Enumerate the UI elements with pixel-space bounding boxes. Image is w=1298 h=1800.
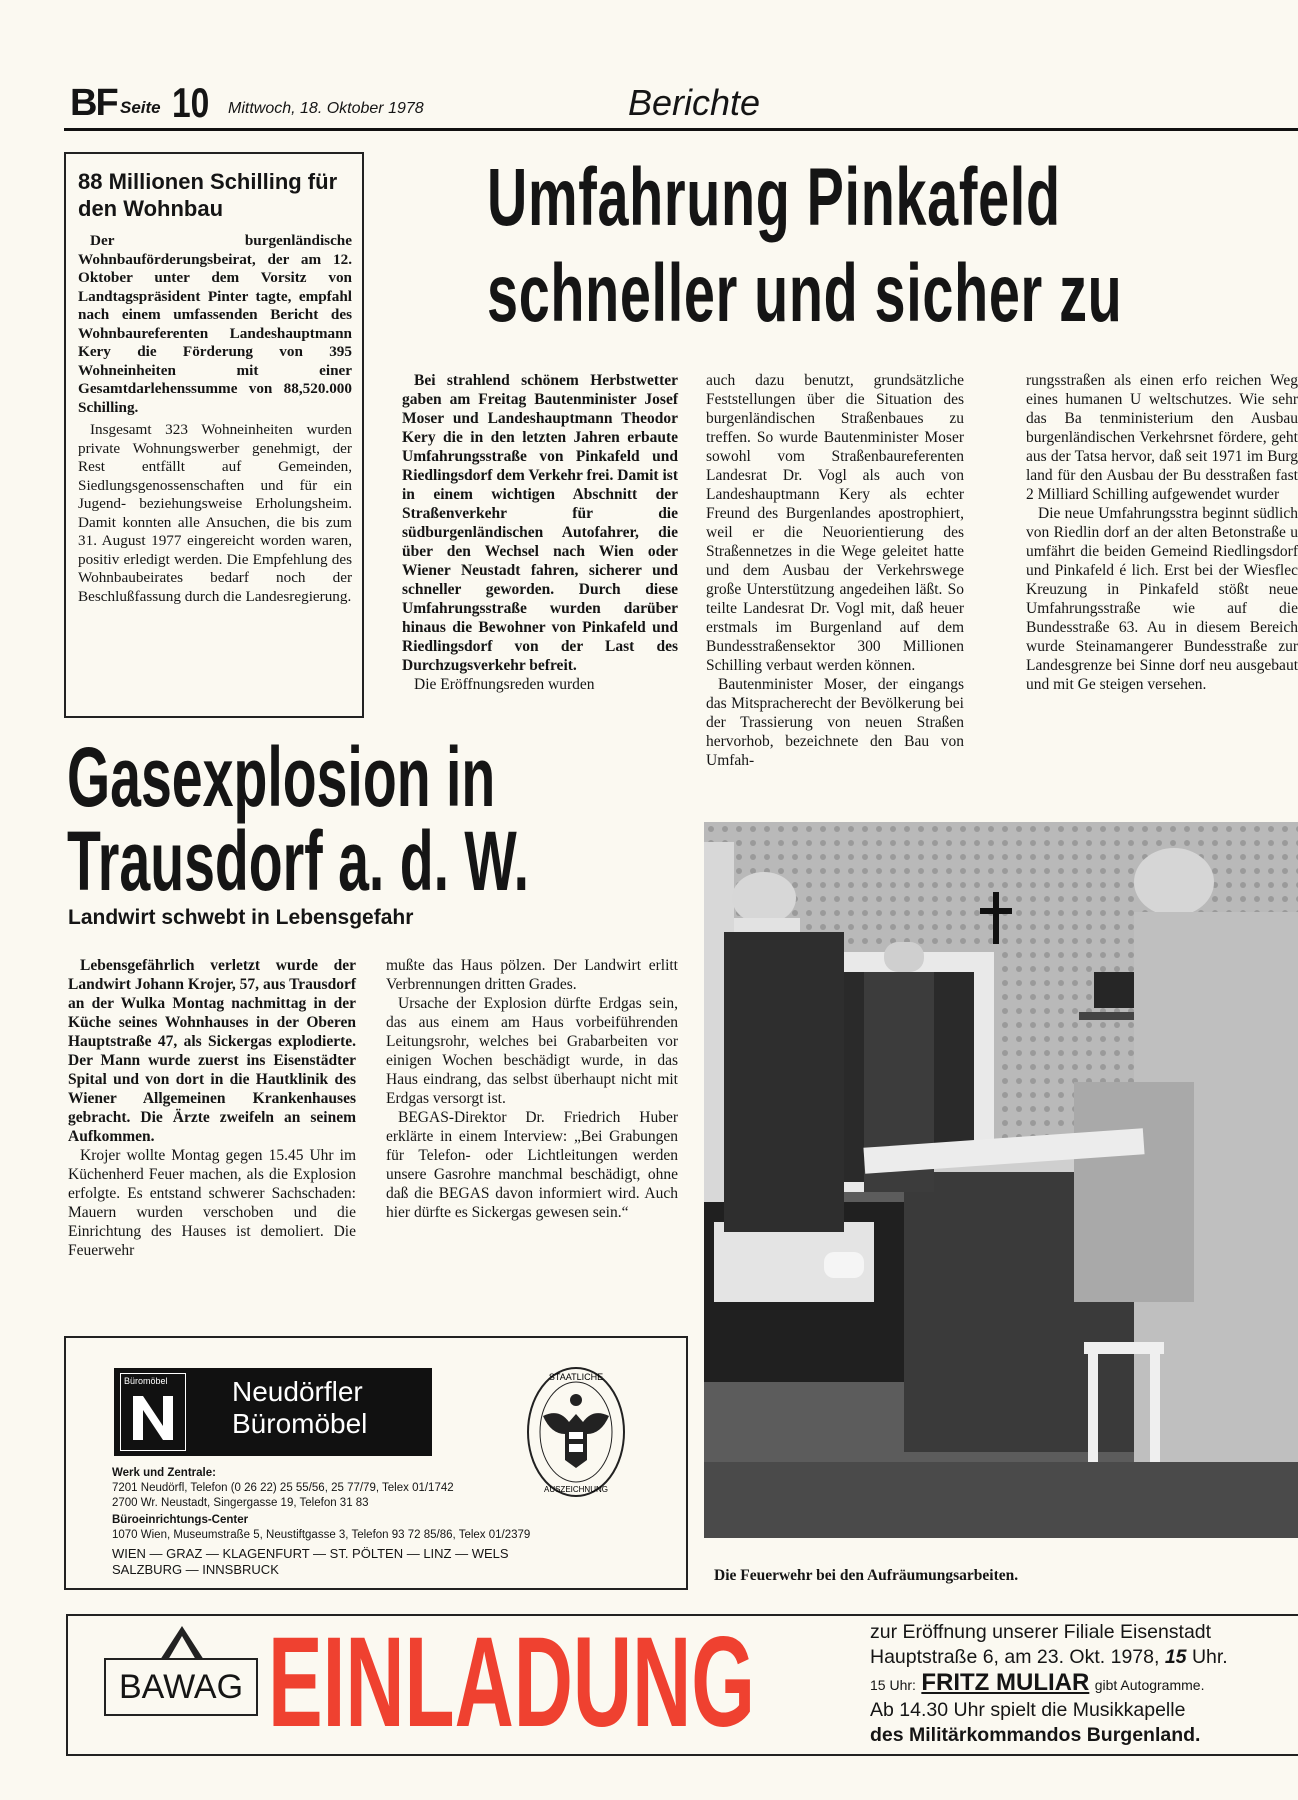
- gas-column-1: [68, 956, 356, 1260]
- company-name-line1: Neudörfler: [232, 1376, 363, 1407]
- einladung-headline: EINLADUNG: [268, 1611, 755, 1754]
- neudoerfler-company-name: [232, 1376, 367, 1440]
- seal-bottom-text: AUSZEICHNUNG: [543, 1485, 609, 1494]
- pinkafeld-column-2: [706, 371, 964, 770]
- gas-col2-paragraph-2: Ursache der Explosion dürfte Erdgas sein, das aus einem am Haus vorbeiführenden Leitungsrohr, welches bei Grabarbeiten vor einigen Wochen beschädigt wurde, in das Haus eindrang, das selbst überhaupt nicht mit Erdgas versorgt ist.: [386, 995, 678, 1107]
- pinkafeld-headline-line1: Umfahrung Pinkafeld: [487, 152, 1061, 243]
- invitation-date: Hauptstraße 6, am 23. Okt. 1978,: [870, 1646, 1160, 1668]
- invitation-line5: des Militärkommandos Burgenland.: [870, 1724, 1201, 1746]
- seal-top-text: STAATLICHE: [548, 1372, 604, 1382]
- address-line: 2700 Wr. Neustadt, Singergasse 19, Telefon 31 83: [112, 1496, 369, 1509]
- wohnbau-lead-paragraph: Der burgenländische Wohnbauförderungsbeirat, der am 12. Oktober unter dem Vorsitz von Landtagspräsident Pinter tagte, empfahl nach einem umfassenden Bericht des Wohnbaureferenten Landeshauptmann Kery die Förderung von 395 Wohneinheiten mit einer Gesamtdarlehenssumme von 88,520.000 Schilling.: [78, 232, 352, 416]
- state-award-seal: [525, 1364, 627, 1500]
- gas-col2-paragraph-3: BEGAS-Direktor Dr. Friedrich Huber erklärte in einem Interview: „Bei Grabungen für Telefon- oder Lichtleitungen werden unsere Gasrohre manchmal beschädigt, ohne daß die BEGAS davon informiert wird. Auch hier dürfte es Sickergas gewesen sein.“: [386, 1109, 678, 1221]
- neudoerfler-cities: [112, 1546, 509, 1578]
- pinkafeld-headline: [487, 150, 1122, 342]
- invitation-line3: [870, 1670, 1228, 1698]
- invitation-time-handwritten: 15: [1164, 1646, 1187, 1668]
- wohnbau-body-paragraph: Insgesamt 323 Wohneinheiten wurden private Wohnungswerber genehmigt, der Rest entfällt auf Gemeinden, Siedlungsgenossenschaften und für ein Jugend- beziehungsweise Erholungsheim. Damit konnten alle Ansuchen, die bis zum 31. August 1977 eingereicht worden waren, positiv erledigt werden. Die Empfehlung des Wohnbaubeirates bedarf noch der Beschlußfassung durch die Landesregierung.: [78, 421, 352, 605]
- gas-col1-paragraph-2: Krojer wollte Montag gegen 15.45 Uhr im Küchenherd Feuer machen, als die Explosion erfolgte. Es entstand schwerer Sachschaden: Mauern wurden verschoben und die Einrichtung des Hauses ist demoliert. Die Feuerwehr: [68, 1147, 356, 1259]
- bawag-logo: BAWAG: [104, 1658, 258, 1716]
- company-name-line2: Büromöbel: [232, 1408, 368, 1439]
- firefighters-photo: [704, 822, 1298, 1538]
- wohnbau-headline: 88 Millionen Schilling für den Wohnbau: [78, 169, 338, 221]
- address-line: 1070 Wien, Museumstraße 5, Neustiftgasse 3, Telefon 93 72 85/86, Telex 01/2379: [112, 1529, 531, 1542]
- gas-lead: Lebensgefährlich verletzt wurde der Landwirt Johann Krojer, 57, aus Trausdorf an der Wulka Montag nachmittag in der Küche seines Wohnhauses in der Oberen Hauptstraße 47, als Sickergas explodierte. Der Mann wurde zuerst ins Eisenstädter Spital und von dort in die Hautklinik des Wiener Allgemeinen Krankenhauses gebracht. Die Ärzte zweifeln an seinem Aufkommen.: [68, 957, 356, 1145]
- pinkafeld-column-1: [402, 371, 678, 694]
- firefighters-photo-image: [704, 822, 1298, 1538]
- gas-column-2: [386, 956, 678, 1222]
- pinkafeld-col3-paragraph-1: rungsstraßen als einen erfo reichen Weg eines humanen U weltschutzes. Wie sehr das Ba tenministerium den Ausbau burgenländischen Verkehrsnet fördere, geht aus der Tatsa hervor, daß seit 1971 im Burg land für den Ausbau der Bu desstraßen fast 2 Milliard Schilling aufgewendet wurder: [1026, 372, 1298, 503]
- photo-caption: Die Feuerwehr bei den Aufräumungsarbeiten.: [714, 1567, 1019, 1584]
- pinkafeld-headline-line2: schneller und sicher zu: [487, 248, 1123, 339]
- invitation-details: [870, 1620, 1228, 1748]
- pinkafeld-col1-tail: Die Eröffnungsreden wurden: [414, 676, 595, 693]
- autogram-guest: FRITZ MULIAR: [921, 1669, 1090, 1696]
- issue-date: Mittwoch, 18. Oktober 1978: [228, 100, 424, 117]
- address-heading: Büroeinrichtungs-Center: [112, 1514, 249, 1527]
- austrian-eagle-icon: [525, 1364, 627, 1500]
- gas-col2-paragraph-1: mußte das Haus pölzen. Der Landwirt erlitt Verbrennungen dritten Grades.: [386, 957, 678, 993]
- gasexplosion-headline-line1: Gasexplosion in: [67, 730, 496, 824]
- bawag-triangle-icon: [160, 1626, 204, 1660]
- neudoerfler-brand-mark: [120, 1373, 186, 1451]
- invitation-line4: Ab 14.30 Uhr spielt die Musikkapelle: [870, 1699, 1186, 1721]
- autogram-note: gibt Autogramme.: [1094, 1677, 1205, 1693]
- pinkafeld-col3-paragraph-2: Die neue Umfahrungsstra beginnt südlich von Riedlin dorf an der alten Betonstraße u umfährt die beiden Gemeind Riedlingsdorf und Pinkafeld é lich. Erst bei der Wiesflec Kreuzung in Pinkafeld stößt neue Umfahrungsstraße wie auf die Bundesstraße 63. Au in diesem Bereich wurde Steinamangerer Bundesstraße zur Landesgrenze bei Sinne dorf neu ausgebaut und mit Ge steigen versehen.: [1026, 505, 1298, 693]
- page-label: Seite: [120, 98, 161, 117]
- invitation-uhr: Uhr.: [1191, 1646, 1228, 1668]
- section-title: Berichte: [628, 82, 761, 123]
- brand-mark-label: Büromöbel: [124, 1376, 168, 1386]
- invitation-line1: zur Eröffnung unserer Filiale Eisenstadt: [870, 1621, 1212, 1643]
- address-line: 7201 Neudörfl, Telefon (0 26 22) 25 55/56, 25 77/79, Telex 01/1742: [112, 1481, 454, 1494]
- pinkafeld-lead: Bei strahlend schönem Herbstwetter gaben am Freitag Bautenminister Josef Moser und Landeshauptmann Theodor Kery die in den letzten Jahren erbaute Umfahrungsstraße von Pinkafeld und Riedlingsdorf dem Verkehr frei. Damit ist in einem wichtigen Abschnitt der Straßenverkehr für die südburgenländischen Autofahrer, die über den Wechsel nach Wien oder Wiener Neustadt fahren, sicherer und schneller geworden. Durch diese Umfahrungsstraße wurden darüber hinaus die Bewohner von Pinkafeld und Riedlingsdorf von der Last des Durchzugsverkehr befreit.: [402, 372, 678, 674]
- cities-line2: SALZBURG — INNSBRUCK: [112, 1562, 279, 1577]
- pinkafeld-column-3: [1026, 371, 1298, 694]
- pinkafeld-col2-paragraph-1: auch dazu benutzt, grundsätzliche Feststellungen über die Situation des burgenländischen Straßenbaues zu treffen. So wurde Bautenminister Moser sowohl vom Straßenbaureferenten Landesrat Dr. Vogl als auch von Landeshauptmann Kery als echter Freund des Burgenlandes apostrophiert, weil er die Neuorientierung des Straßennetzes in die Wege geleitet hatte und dem Ausbau der Verkehrswege große Unterstützung angedeihen läßt. So teilte Landesrat Dr. Vogl mit, daß heuer erstmals im Burgenland auf dem Bundesstraßensektor 300 Millionen Schilling verbaut werden können.: [706, 372, 964, 674]
- autogram-time: 15 Uhr:: [870, 1677, 916, 1693]
- gasexplosion-subheadline: Landwirt schwebt in Lebensgefahr: [68, 906, 414, 929]
- wohnbau-article-box: [64, 152, 364, 718]
- gasexplosion-headline: [67, 730, 530, 908]
- address-heading: Werk und Zentrale:: [112, 1467, 216, 1479]
- gasexplosion-headline-line2: Trausdorf a. d. W.: [67, 814, 530, 908]
- cities-line1: WIEN — GRAZ — KLAGENFURT — ST. PÖLTEN — LINZ — WELS: [112, 1546, 509, 1561]
- invitation-line2: [870, 1645, 1228, 1670]
- header-rule: [64, 128, 1298, 131]
- neudoerfler-addresses: [112, 1466, 530, 1543]
- page-number: 10: [172, 79, 210, 126]
- pinkafeld-col2-paragraph-2: Bautenminister Moser, der eingangs das Mitspracherecht der Bevölkerung bei der Trassierung von neuen Straßen hervorhob, bezeichnete den Bau von Umfah-: [706, 676, 964, 769]
- n-logo-icon: [133, 1396, 173, 1440]
- newspaper-logo: BF: [70, 82, 117, 124]
